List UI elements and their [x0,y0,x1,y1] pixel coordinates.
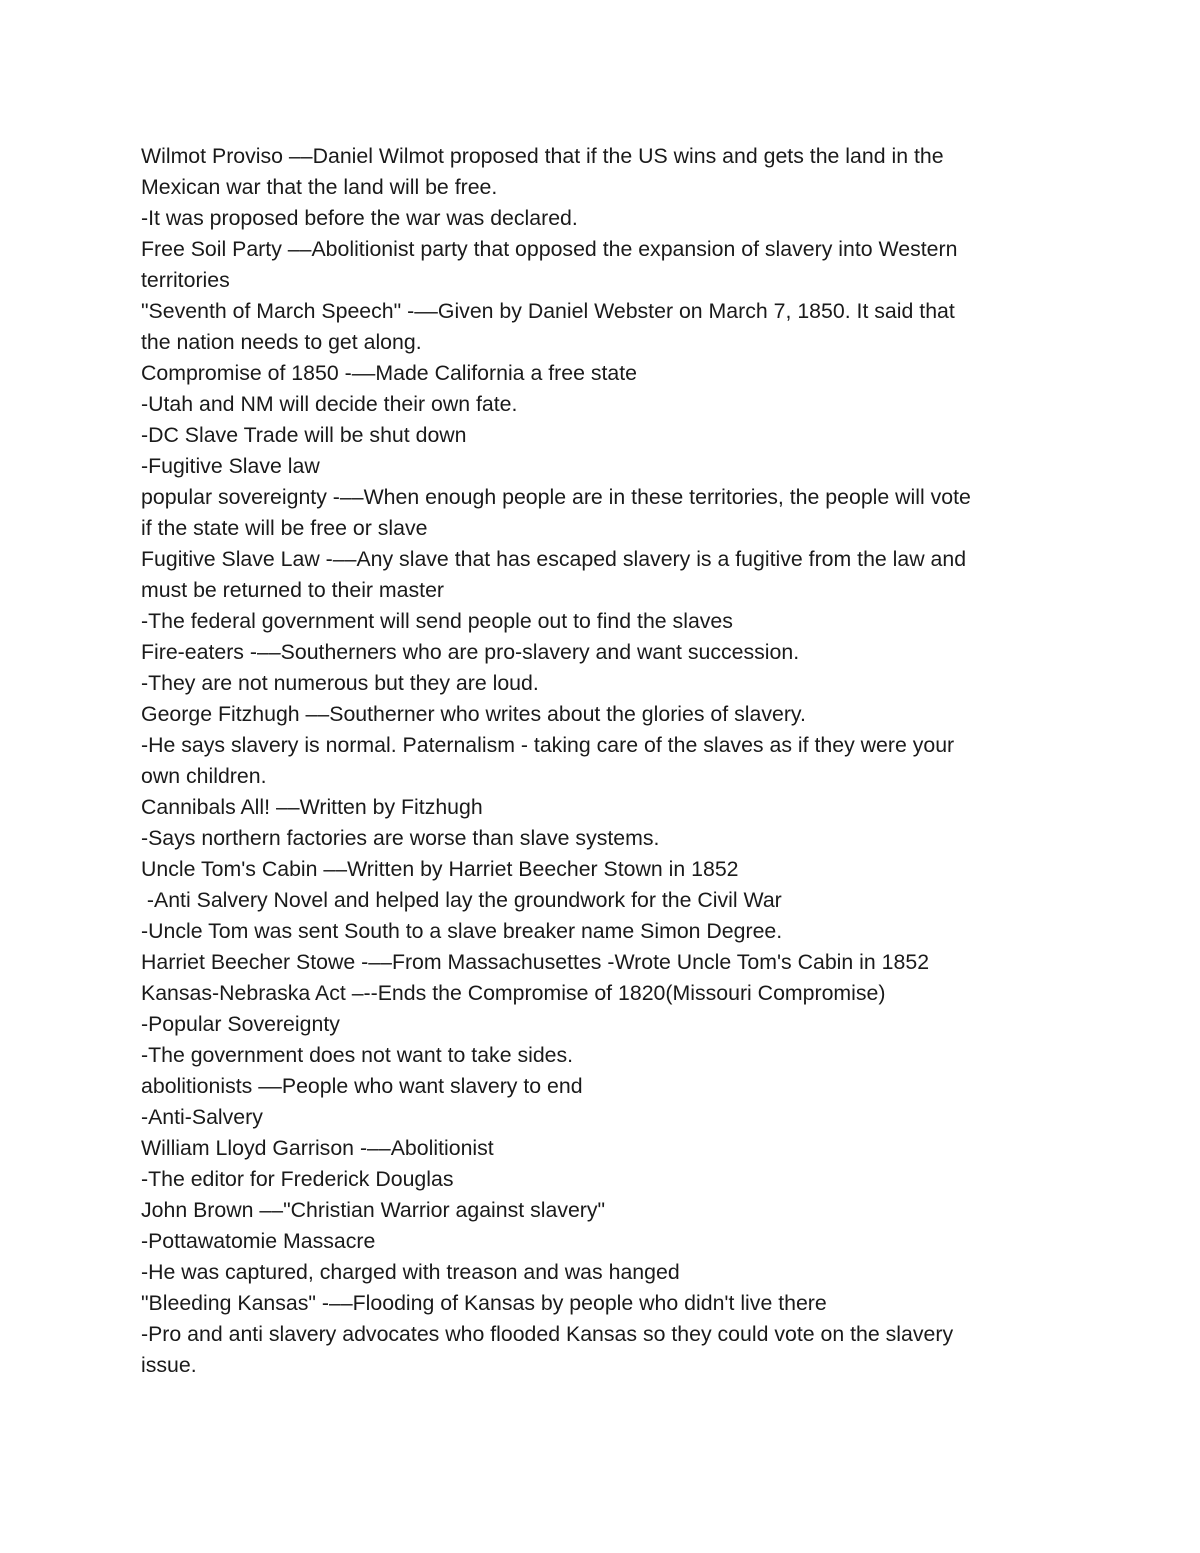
text-line: -Anti-Salvery [141,1105,263,1129]
text-line: George Fitzhugh ––Southerner who writes about the glories of slavery. [141,702,806,726]
text-line: -Anti Salvery Novel and helped lay the groundwork for the Civil War [141,888,782,912]
text-line: William Lloyd Garrison -––Abolitionist [141,1136,494,1160]
text-line: territories [141,268,230,292]
text-line: Fugitive Slave Law -––Any slave that has escaped slavery is a fugitive from the law and [141,547,967,571]
text-line: popular sovereignty -––When enough people are in these territories, the people will vote [141,485,971,509]
text-line: -The editor for Frederick Douglas [141,1167,454,1191]
text-line: Free Soil Party ––Abolitionist party that opposed the expansion of slavery into Western [141,237,958,261]
text-line: must be returned to their master [141,578,445,602]
text-line: Uncle Tom's Cabin ––Written by Harriet Beecher Stown in 1852 [141,857,739,881]
text-line: -They are not numerous but they are loud. [141,671,539,695]
text-line: abolitionists ––People who want slavery to end [141,1074,583,1098]
text-line: Wilmot Proviso ––Daniel Wilmot proposed that if the US wins and gets the land in the [141,144,944,168]
document-body [141,141,1071,1381]
text-line: Mexican war that the land will be free. [141,175,498,199]
text-line: -Says northern factories are worse than slave systems. [141,826,660,850]
text-line: -It was proposed before the war was declared. [141,206,578,230]
text-line: -Utah and NM will decide their own fate. [141,392,518,416]
text-line: -DC Slave Trade will be shut down [141,423,467,447]
text-line: -Pro and anti slavery advocates who flooded Kansas so they could vote on the slavery [141,1322,954,1346]
text-line: the nation needs to get along. [141,330,422,354]
text-line: -Popular Sovereignty [141,1012,340,1036]
text-line: -Fugitive Slave law [141,454,320,478]
text-line: Compromise of 1850 -––Made California a free state [141,361,637,385]
text-line: if the state will be free or slave [141,516,428,540]
text-line: own children. [141,764,267,788]
text-line: -He was captured, charged with treason and was hanged [141,1260,680,1284]
text-line: -Uncle Tom was sent South to a slave breaker name Simon Degree. [141,919,783,943]
text-line: Fire-eaters -––Southerners who are pro-slavery and want succession. [141,640,800,664]
text-line: -The government does not want to take sides. [141,1043,574,1067]
text-line: "Seventh of March Speech" -––Given by Daniel Webster on March 7, 1850. It said that [141,299,955,323]
text-line: Cannibals All! ––Written by Fitzhugh [141,795,483,819]
text-line: -The federal government will send people out to find the slaves [141,609,733,633]
text-line: -He says slavery is normal. Paternalism - taking care of the slaves as if they were your [141,733,955,757]
text-line: Kansas-Nebraska Act –--Ends the Compromise of 1820(Missouri Compromise) [141,981,886,1005]
text-line: issue. [141,1353,197,1377]
text-line: -Pottawatomie Massacre [141,1229,376,1253]
text-line: John Brown ––"Christian Warrior against slavery" [141,1198,606,1222]
text-line: Harriet Beecher Stowe -––From Massachusettes -Wrote Uncle Tom's Cabin in 1852 [141,950,930,974]
text-line: "Bleeding Kansas" -––Flooding of Kansas by people who didn't live there [141,1291,827,1315]
